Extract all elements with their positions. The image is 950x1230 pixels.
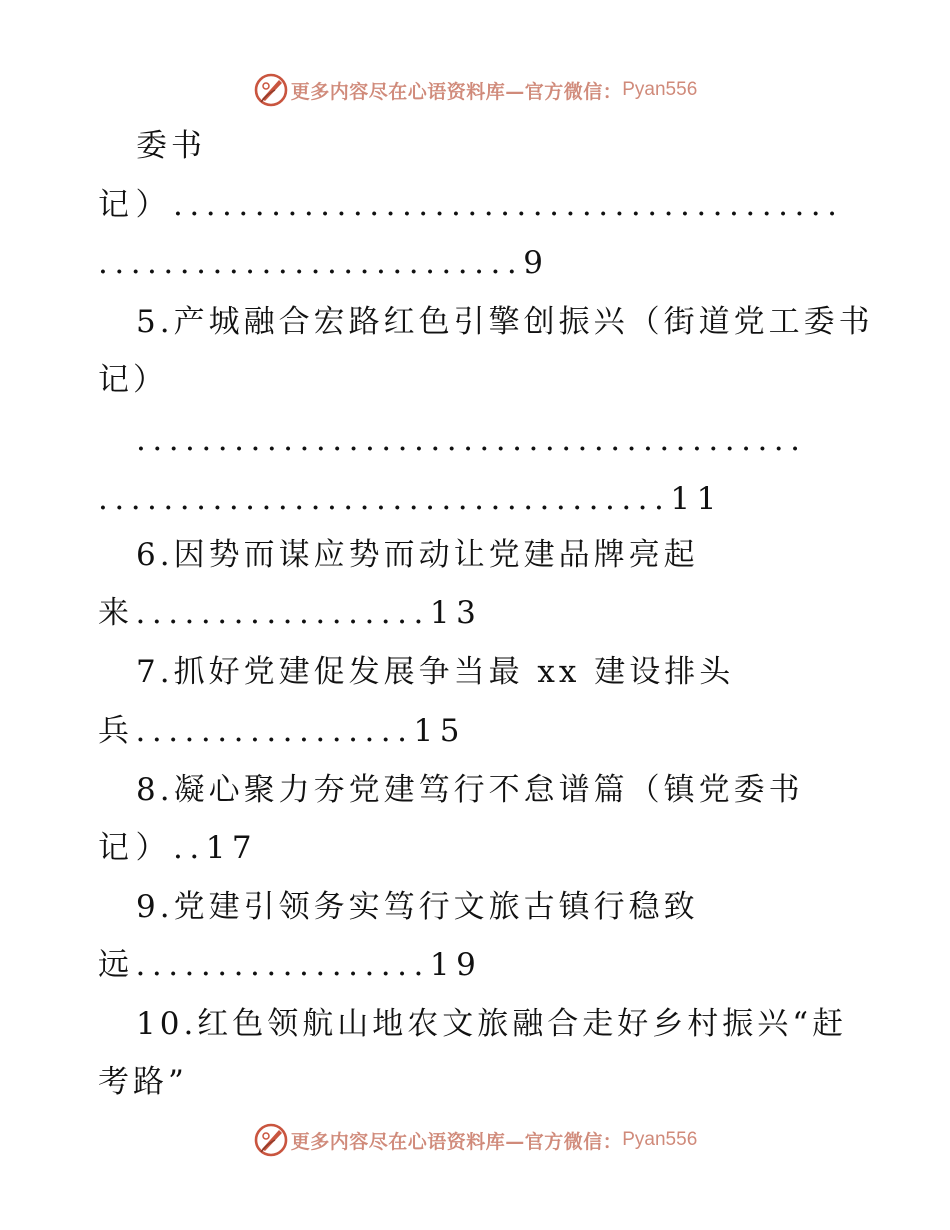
toc-entry-title: 5.产城融合宏路红色引擎创振兴（街道党工委书 xyxy=(136,304,874,340)
banner-wechat-handle: Pyan556 xyxy=(622,79,698,100)
toc-line: ......................................... xyxy=(136,422,807,458)
toc-line: 考路” xyxy=(98,1064,188,1100)
banner-text: 更多内容尽在心语资料库—官方微信： xyxy=(290,1130,623,1153)
toc-line: 记） xyxy=(98,362,168,398)
header-watermark xyxy=(0,68,950,112)
quill-logo-icon xyxy=(253,72,289,108)
toc-entry-title: 10.红色领航山地农文旅融合走好乡村振兴“赶 xyxy=(136,1006,848,1042)
banner-text: 更多内容尽在心语资料库—官方微信： xyxy=(290,80,623,103)
toc-entry-title: 6.因势而谋应势而动让党建品牌亮起 xyxy=(136,537,699,573)
toc-line: 记）......................................... xyxy=(98,187,844,223)
toc-line: ..........................9 xyxy=(98,245,550,281)
toc-line: 来..................13 xyxy=(98,595,483,631)
toc-line: ...................................11 xyxy=(98,481,723,517)
toc-line: 委书 xyxy=(136,128,206,164)
toc-entry-title: 9.党建引领务实笃行文旅古镇行稳致 xyxy=(136,889,699,925)
toc-entry-title: 8.凝心聚力夯党建笃行不怠谱篇（镇党委书 xyxy=(136,772,804,808)
banner-wechat-handle: Pyan556 xyxy=(622,1129,698,1150)
toc-entry-title: 7.抓好党建促发展争当最 xx 建设排头 xyxy=(136,654,735,690)
toc-line: 远..................19 xyxy=(98,947,483,983)
toc-line: 记）..17 xyxy=(98,830,259,866)
toc-line: 兵.................15 xyxy=(98,713,466,749)
quill-logo-icon xyxy=(253,1122,289,1158)
footer-watermark xyxy=(0,1118,950,1162)
